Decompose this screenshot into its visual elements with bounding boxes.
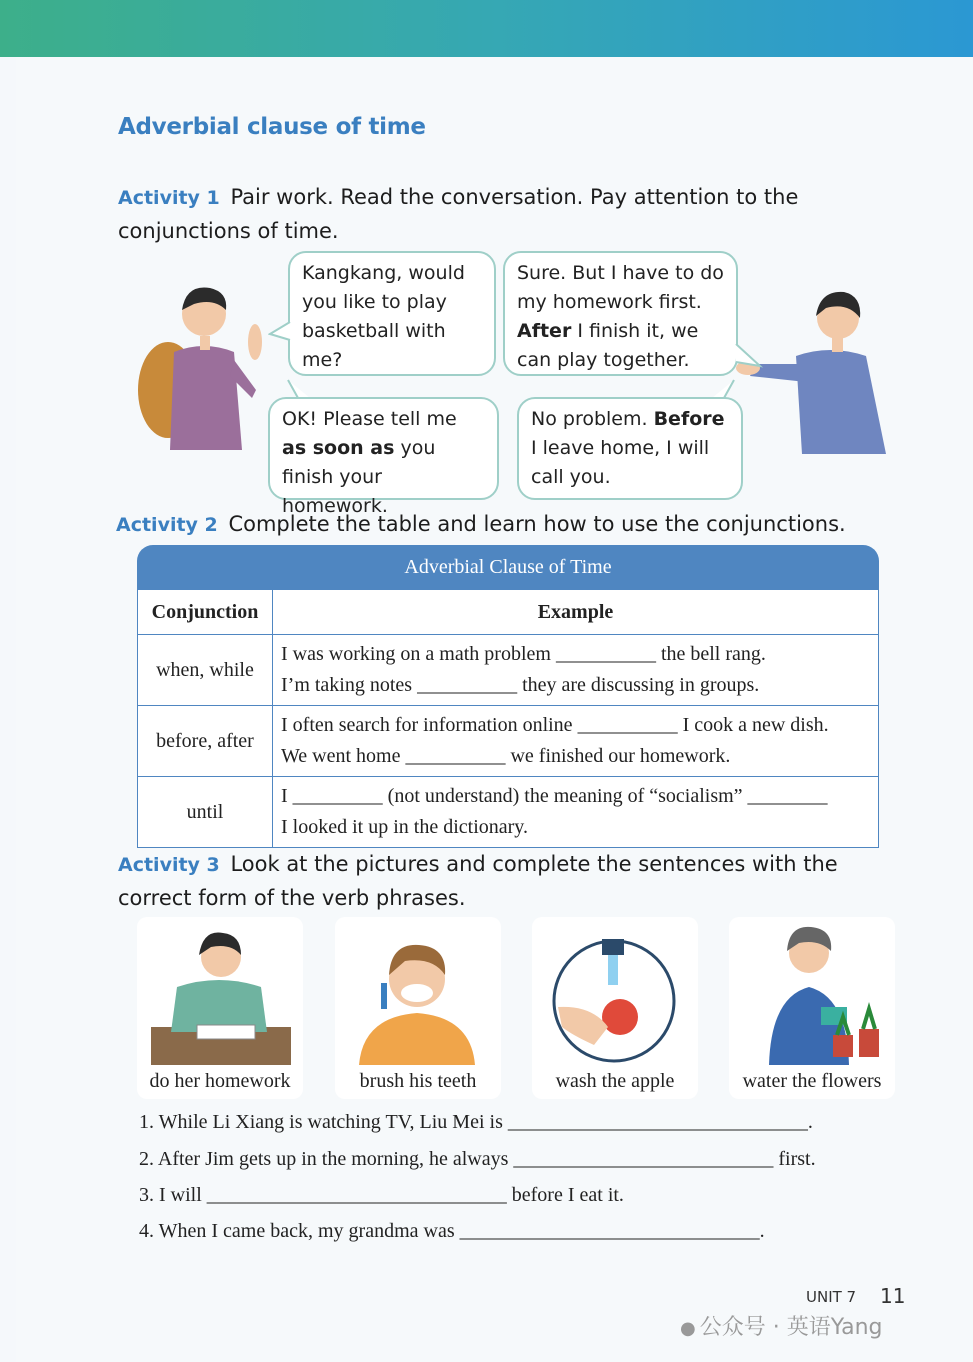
example-line: We went home __________ we finished our homework. xyxy=(281,745,731,767)
conjunction-cell: when, while xyxy=(138,635,273,706)
exercise-sentence: 1. While Li Xiang is watching TV, Liu Mei is ______________________________. xyxy=(139,1111,813,1133)
picture-caption: brush his teeth xyxy=(359,1070,477,1092)
grandma-watering-flowers-illustration xyxy=(729,917,895,1067)
picture-card xyxy=(137,917,303,1099)
speech-bubble-ok-reply xyxy=(268,397,499,517)
top-banner xyxy=(0,0,973,57)
bubble-2-conjunction: After xyxy=(517,320,572,342)
picture-card xyxy=(335,917,501,1099)
conjunction-cell: until xyxy=(138,777,273,848)
table-row xyxy=(138,777,879,848)
exercise-sentence: 4. When I came back, my grandma was ______________________________. xyxy=(139,1220,765,1242)
activity-3-label: Activity 3 xyxy=(118,854,220,876)
watermark-text: 公众号 · 英语Yang xyxy=(699,1315,883,1340)
bubble-4-text-pre: No problem. xyxy=(531,408,654,430)
bubble-2-text-post: I finish it, we can play together. xyxy=(517,320,699,371)
section-title: Adverbial clause of time xyxy=(118,114,426,140)
example-line: I looked it up in the dictionary. xyxy=(281,816,528,838)
activity-2-text: Complete the table and learn how to use the conjunctions. xyxy=(228,512,846,536)
bubble-1-text: Kangkang, would you like to play basketball with me? xyxy=(302,262,465,371)
speech-bubble-no-problem xyxy=(517,397,743,500)
bubble-1-tail xyxy=(268,320,292,344)
example-cell xyxy=(273,706,879,777)
bubble-3-tail xyxy=(284,378,312,400)
boy-pointing-illustration xyxy=(736,286,896,454)
bubble-4-conjunction: Before xyxy=(653,408,725,430)
picture-caption: wash the apple xyxy=(555,1070,675,1092)
conjunction-table xyxy=(137,589,879,848)
example-line: I often search for information online __________ I cook a new dish. xyxy=(281,714,829,736)
washing-apple-illustration xyxy=(532,917,698,1067)
activity-1-text: Pair work. Read the conversation. Pay attention to the conjunctions of time. xyxy=(118,185,799,243)
example-cell xyxy=(273,777,879,848)
example-line: I was working on a math problem __________ the bell rang. xyxy=(281,643,766,665)
bubble-2-tail xyxy=(734,340,764,368)
bubble-3-conjunction: as soon as xyxy=(282,437,395,459)
table-row xyxy=(138,635,879,706)
picture-caption: water the flowers xyxy=(742,1070,882,1092)
activity-1-instruction xyxy=(118,181,878,248)
example-line: I’m taking notes __________ they are discussing in groups. xyxy=(281,674,760,696)
example-cell xyxy=(273,635,879,706)
exercise-sentence: 2. After Jim gets up in the morning, he always __________________________ first. xyxy=(139,1148,816,1170)
girl-doing-homework-illustration xyxy=(137,917,303,1067)
table-title: Adverbial Clause of Time xyxy=(137,545,879,589)
bubble-4-text-post: I leave home, I will call you. xyxy=(531,437,710,488)
picture-caption: do her homework xyxy=(149,1070,291,1092)
speech-bubble-sure-answer xyxy=(503,251,738,376)
boy-brushing-teeth-illustration xyxy=(335,917,501,1067)
table-header-row xyxy=(138,590,879,635)
activity-1-label: Activity 1 xyxy=(118,187,220,209)
activity-3-instruction xyxy=(118,848,878,915)
bubble-4-tail xyxy=(710,378,738,400)
speech-bubble-kangkang-question xyxy=(288,251,496,376)
column-header-example: Example xyxy=(273,590,879,635)
activity-3-text: Look at the pictures and complete the sentences with the correct form of the verb phrases. xyxy=(118,852,838,910)
unit-label: UNIT 7 xyxy=(806,1288,857,1306)
picture-card xyxy=(532,917,698,1099)
watermark xyxy=(680,1310,883,1341)
page-number: 11 xyxy=(880,1284,906,1308)
bubble-3-text-pre: OK! Please tell me xyxy=(282,408,457,430)
activity-2-instruction xyxy=(116,508,916,542)
column-header-conjunction: Conjunction xyxy=(138,590,273,635)
exercise-sentence: 3. I will ______________________________ before I eat it. xyxy=(139,1184,624,1206)
picture-card xyxy=(729,917,895,1099)
example-line: I _________ (not understand) the meaning of “socialism” ________ xyxy=(281,785,828,807)
activity-2-label: Activity 2 xyxy=(116,514,218,536)
bubble-2-text-pre: Sure. But I have to do my homework first. xyxy=(517,262,724,313)
conjunction-cell: before, after xyxy=(138,706,273,777)
wechat-icon: ● xyxy=(680,1318,696,1339)
boy-with-backpack-illustration xyxy=(134,280,266,452)
table-row xyxy=(138,706,879,777)
bubble-3-text-post: you finish your homework. xyxy=(282,437,436,517)
